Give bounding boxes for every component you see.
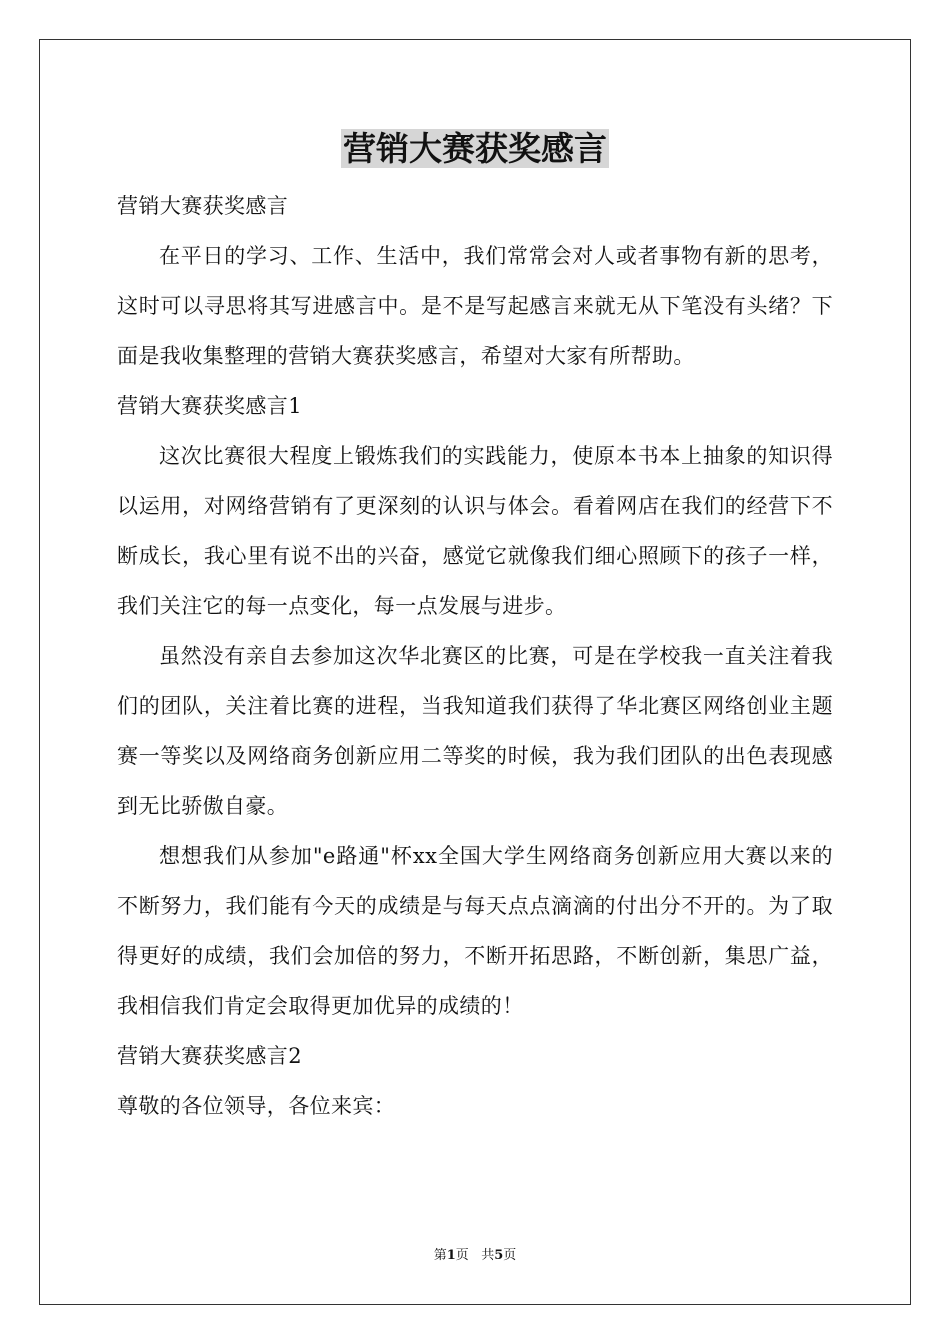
page-footer [0,1246,950,1266]
section-heading: 营销大赛获奖感言2 [117,1044,302,1068]
document-title: 营销大赛获奖感言 [343,129,607,168]
paragraph: 虽然没有亲自去参加这次华北赛区的比赛，可是在学校我一直关注着我们的团队，关注着比赛的进程，当我知道我们获得了华北赛区网络创业主题赛一等奖以及网络商务创新应用二等奖的时候，我为我们团队的出色表现感到无比骄傲自豪。 [117,644,833,818]
total-unit: 页 [503,1248,517,1263]
paragraph: 这次比赛很大程度上锻炼我们的实践能力，使原本书本上抽象的知识得以运用，对网络营销有了更深刻的认识与体会。看着网店在我们的经营下不断成长，我心里有说不出的兴奋，感觉它就像我们细心照顾下的孩子一样，我们关注它的每一点变化，每一点发展与进步。 [117,444,833,618]
paragraph: 营销大赛获奖感言 [117,194,289,218]
document-title-container [0,126,950,172]
document-body [117,181,833,1131]
paragraph: 在平日的学习、工作、生活中，我们常常会对人或者事物有新的思考，这时可以寻思将其写进感言中。是不是写起感言来就无从下笔没有头绪？下面是我收集整理的营销大赛获奖感言，希望对大家有所帮助。 [117,244,833,368]
paragraph: 尊敬的各位领导，各位来宾： [117,1094,396,1118]
page-unit: 页 [455,1248,469,1263]
paragraph: 想想我们从参加"e路通"杯xx全国大学生网络商务创新应用大赛以来的不断努力，我们能有今天的成绩是与每天点点滴滴的付出分不开的。为了取得更好的成绩，我们会加倍的努力，不断开拓思路，不断创新，集思广益，我相信我们肯定会取得更加优异的成绩的！ [117,844,833,1018]
page-prefix: 第 [433,1248,447,1263]
section-heading: 营销大赛获奖感言1 [117,394,302,418]
total-prefix: 共 [481,1248,495,1263]
page-total: 5 [494,1248,504,1263]
page-current: 1 [446,1248,456,1263]
